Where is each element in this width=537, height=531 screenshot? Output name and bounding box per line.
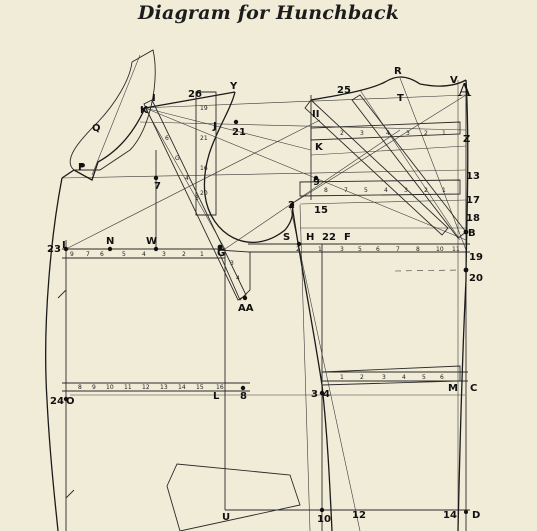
tape-ticks-back xyxy=(165,105,446,282)
svg-text:2: 2 xyxy=(360,374,364,381)
label-24: 24 xyxy=(50,396,64,407)
svg-text:2: 2 xyxy=(182,251,186,258)
svg-text:4: 4 xyxy=(386,130,390,137)
svg-text:4: 4 xyxy=(236,275,240,282)
svg-text:1: 1 xyxy=(442,187,446,194)
svg-text:12: 12 xyxy=(142,384,150,391)
svg-text:3: 3 xyxy=(360,130,364,137)
svg-text:5: 5 xyxy=(364,187,368,194)
label-7: 7 xyxy=(154,181,161,192)
label-h: H xyxy=(306,232,315,243)
tape-ticks-chest-left xyxy=(70,251,204,258)
svg-text:3: 3 xyxy=(230,260,234,267)
underarm-seam xyxy=(292,205,332,531)
label-23: 23 xyxy=(47,244,61,255)
label-d: D xyxy=(472,510,481,521)
svg-text:21: 21 xyxy=(200,135,208,142)
svg-text:2: 2 xyxy=(424,187,428,194)
svg-text:3: 3 xyxy=(162,251,166,258)
svg-text:5: 5 xyxy=(358,246,362,253)
pocket-outline xyxy=(167,464,300,531)
svg-text:6: 6 xyxy=(376,246,380,253)
side-seam-line xyxy=(290,205,360,531)
svg-text:9: 9 xyxy=(70,251,74,258)
label-j: J xyxy=(213,121,217,132)
label-t: T xyxy=(397,93,404,104)
svg-text:20: 20 xyxy=(200,190,208,197)
svg-text:4: 4 xyxy=(384,187,388,194)
reference-dots xyxy=(64,120,469,514)
svg-text:8: 8 xyxy=(324,187,328,194)
svg-text:19: 19 xyxy=(200,105,208,112)
tape-ticks-waist-left xyxy=(78,384,224,391)
label-18: 18 xyxy=(466,213,480,224)
label-i: I xyxy=(62,240,66,251)
label-k-back: K xyxy=(315,142,323,153)
svg-text:10: 10 xyxy=(436,246,444,253)
label-26: 26 xyxy=(188,89,202,100)
label-20: 20 xyxy=(469,273,483,284)
dashed-line-20 xyxy=(395,270,460,271)
label-10: 10 xyxy=(317,514,331,525)
svg-text:16: 16 xyxy=(200,165,208,172)
label-i-shoulder: I xyxy=(152,93,156,104)
label-g: G xyxy=(217,248,226,259)
svg-text:11: 11 xyxy=(452,246,460,253)
label-y: Y xyxy=(230,81,238,92)
svg-text:3: 3 xyxy=(340,246,344,253)
svg-text:2: 2 xyxy=(424,130,428,137)
label-ii: II xyxy=(312,109,320,120)
svg-text:1: 1 xyxy=(442,130,446,137)
svg-text:7: 7 xyxy=(396,246,400,253)
tape-ticks-chest-right xyxy=(296,246,460,253)
svg-text:6: 6 xyxy=(165,135,169,142)
svg-text:5: 5 xyxy=(422,374,426,381)
svg-text:1: 1 xyxy=(200,251,204,258)
svg-text:7: 7 xyxy=(344,187,348,194)
front-neck-curve xyxy=(62,108,145,180)
svg-text:13: 13 xyxy=(160,384,168,391)
label-p: P xyxy=(78,162,86,173)
svg-text:3: 3 xyxy=(195,195,199,202)
svg-text:2: 2 xyxy=(296,246,300,253)
tape-ticks-waist-right xyxy=(340,374,444,381)
label-21: 21 xyxy=(232,127,246,138)
label-3: 3 xyxy=(311,389,318,400)
label-b: B xyxy=(468,228,476,239)
label-l: L xyxy=(213,391,220,402)
diagram-title: Diagram for Hunchback xyxy=(137,2,400,24)
svg-text:3: 3 xyxy=(404,187,408,194)
label-o: O xyxy=(66,396,75,407)
svg-text:15: 15 xyxy=(196,384,204,391)
svg-text:16: 16 xyxy=(216,384,224,391)
diagonal-k-b xyxy=(145,108,466,240)
armhole-curve xyxy=(204,92,292,242)
label-9: 9 xyxy=(313,177,320,188)
label-aa: AA xyxy=(238,303,254,314)
notch-mark-2 xyxy=(66,490,74,498)
label-n: N xyxy=(106,236,115,247)
front-edge-curve xyxy=(46,178,62,531)
diagonal-r-b xyxy=(400,78,466,250)
label-17: 17 xyxy=(466,195,480,206)
collar-inner-line xyxy=(92,55,140,175)
notch-mark-1 xyxy=(58,290,66,298)
svg-text:10: 10 xyxy=(106,384,114,391)
label-4: 4 xyxy=(323,389,330,400)
label-25: 25 xyxy=(337,85,351,96)
svg-text:6: 6 xyxy=(100,251,104,258)
label-k-front: K xyxy=(140,105,148,116)
label-q: Q xyxy=(92,123,101,134)
svg-text:3: 3 xyxy=(382,374,386,381)
label-19: 19 xyxy=(469,252,483,263)
svg-text:14: 14 xyxy=(178,384,186,391)
svg-text:4: 4 xyxy=(402,374,406,381)
label-z: Z xyxy=(463,134,471,145)
label-m: M xyxy=(448,383,458,394)
side-seam-line-2 xyxy=(300,205,310,531)
label-w: W xyxy=(146,236,158,247)
back-hump-curve xyxy=(311,77,466,100)
label-15: 15 xyxy=(314,205,328,216)
diagonal-k-k xyxy=(145,108,311,150)
svg-text:4: 4 xyxy=(142,251,146,258)
svg-text:4: 4 xyxy=(185,175,189,182)
svg-text:1: 1 xyxy=(340,374,344,381)
svg-text:3: 3 xyxy=(406,130,410,137)
label-12: 12 xyxy=(352,510,366,521)
label-8: 8 xyxy=(240,391,247,402)
svg-text:6: 6 xyxy=(440,374,444,381)
label-a: A xyxy=(458,80,471,101)
label-u: U xyxy=(222,512,231,523)
svg-text:9: 9 xyxy=(92,384,96,391)
label-f: F xyxy=(344,232,351,243)
svg-text:11: 11 xyxy=(124,384,132,391)
label-2: 2 xyxy=(288,200,295,211)
label-14: 14 xyxy=(443,510,457,521)
label-v: V xyxy=(450,75,458,86)
svg-text:G: G xyxy=(175,155,180,162)
top-guide-4 xyxy=(300,200,466,204)
svg-text:5: 5 xyxy=(122,251,126,258)
label-r: R xyxy=(394,66,402,77)
top-guide-3 xyxy=(62,170,466,178)
svg-text:8: 8 xyxy=(416,246,420,253)
label-s: S xyxy=(283,232,291,243)
label-22: 22 xyxy=(322,232,336,243)
svg-text:2: 2 xyxy=(340,130,344,137)
label-13: 13 xyxy=(466,171,480,182)
diagonal-25 xyxy=(360,90,460,240)
label-c: C xyxy=(470,383,478,394)
svg-text:8: 8 xyxy=(78,384,82,391)
svg-text:1: 1 xyxy=(318,246,322,253)
svg-text:7: 7 xyxy=(86,251,90,258)
